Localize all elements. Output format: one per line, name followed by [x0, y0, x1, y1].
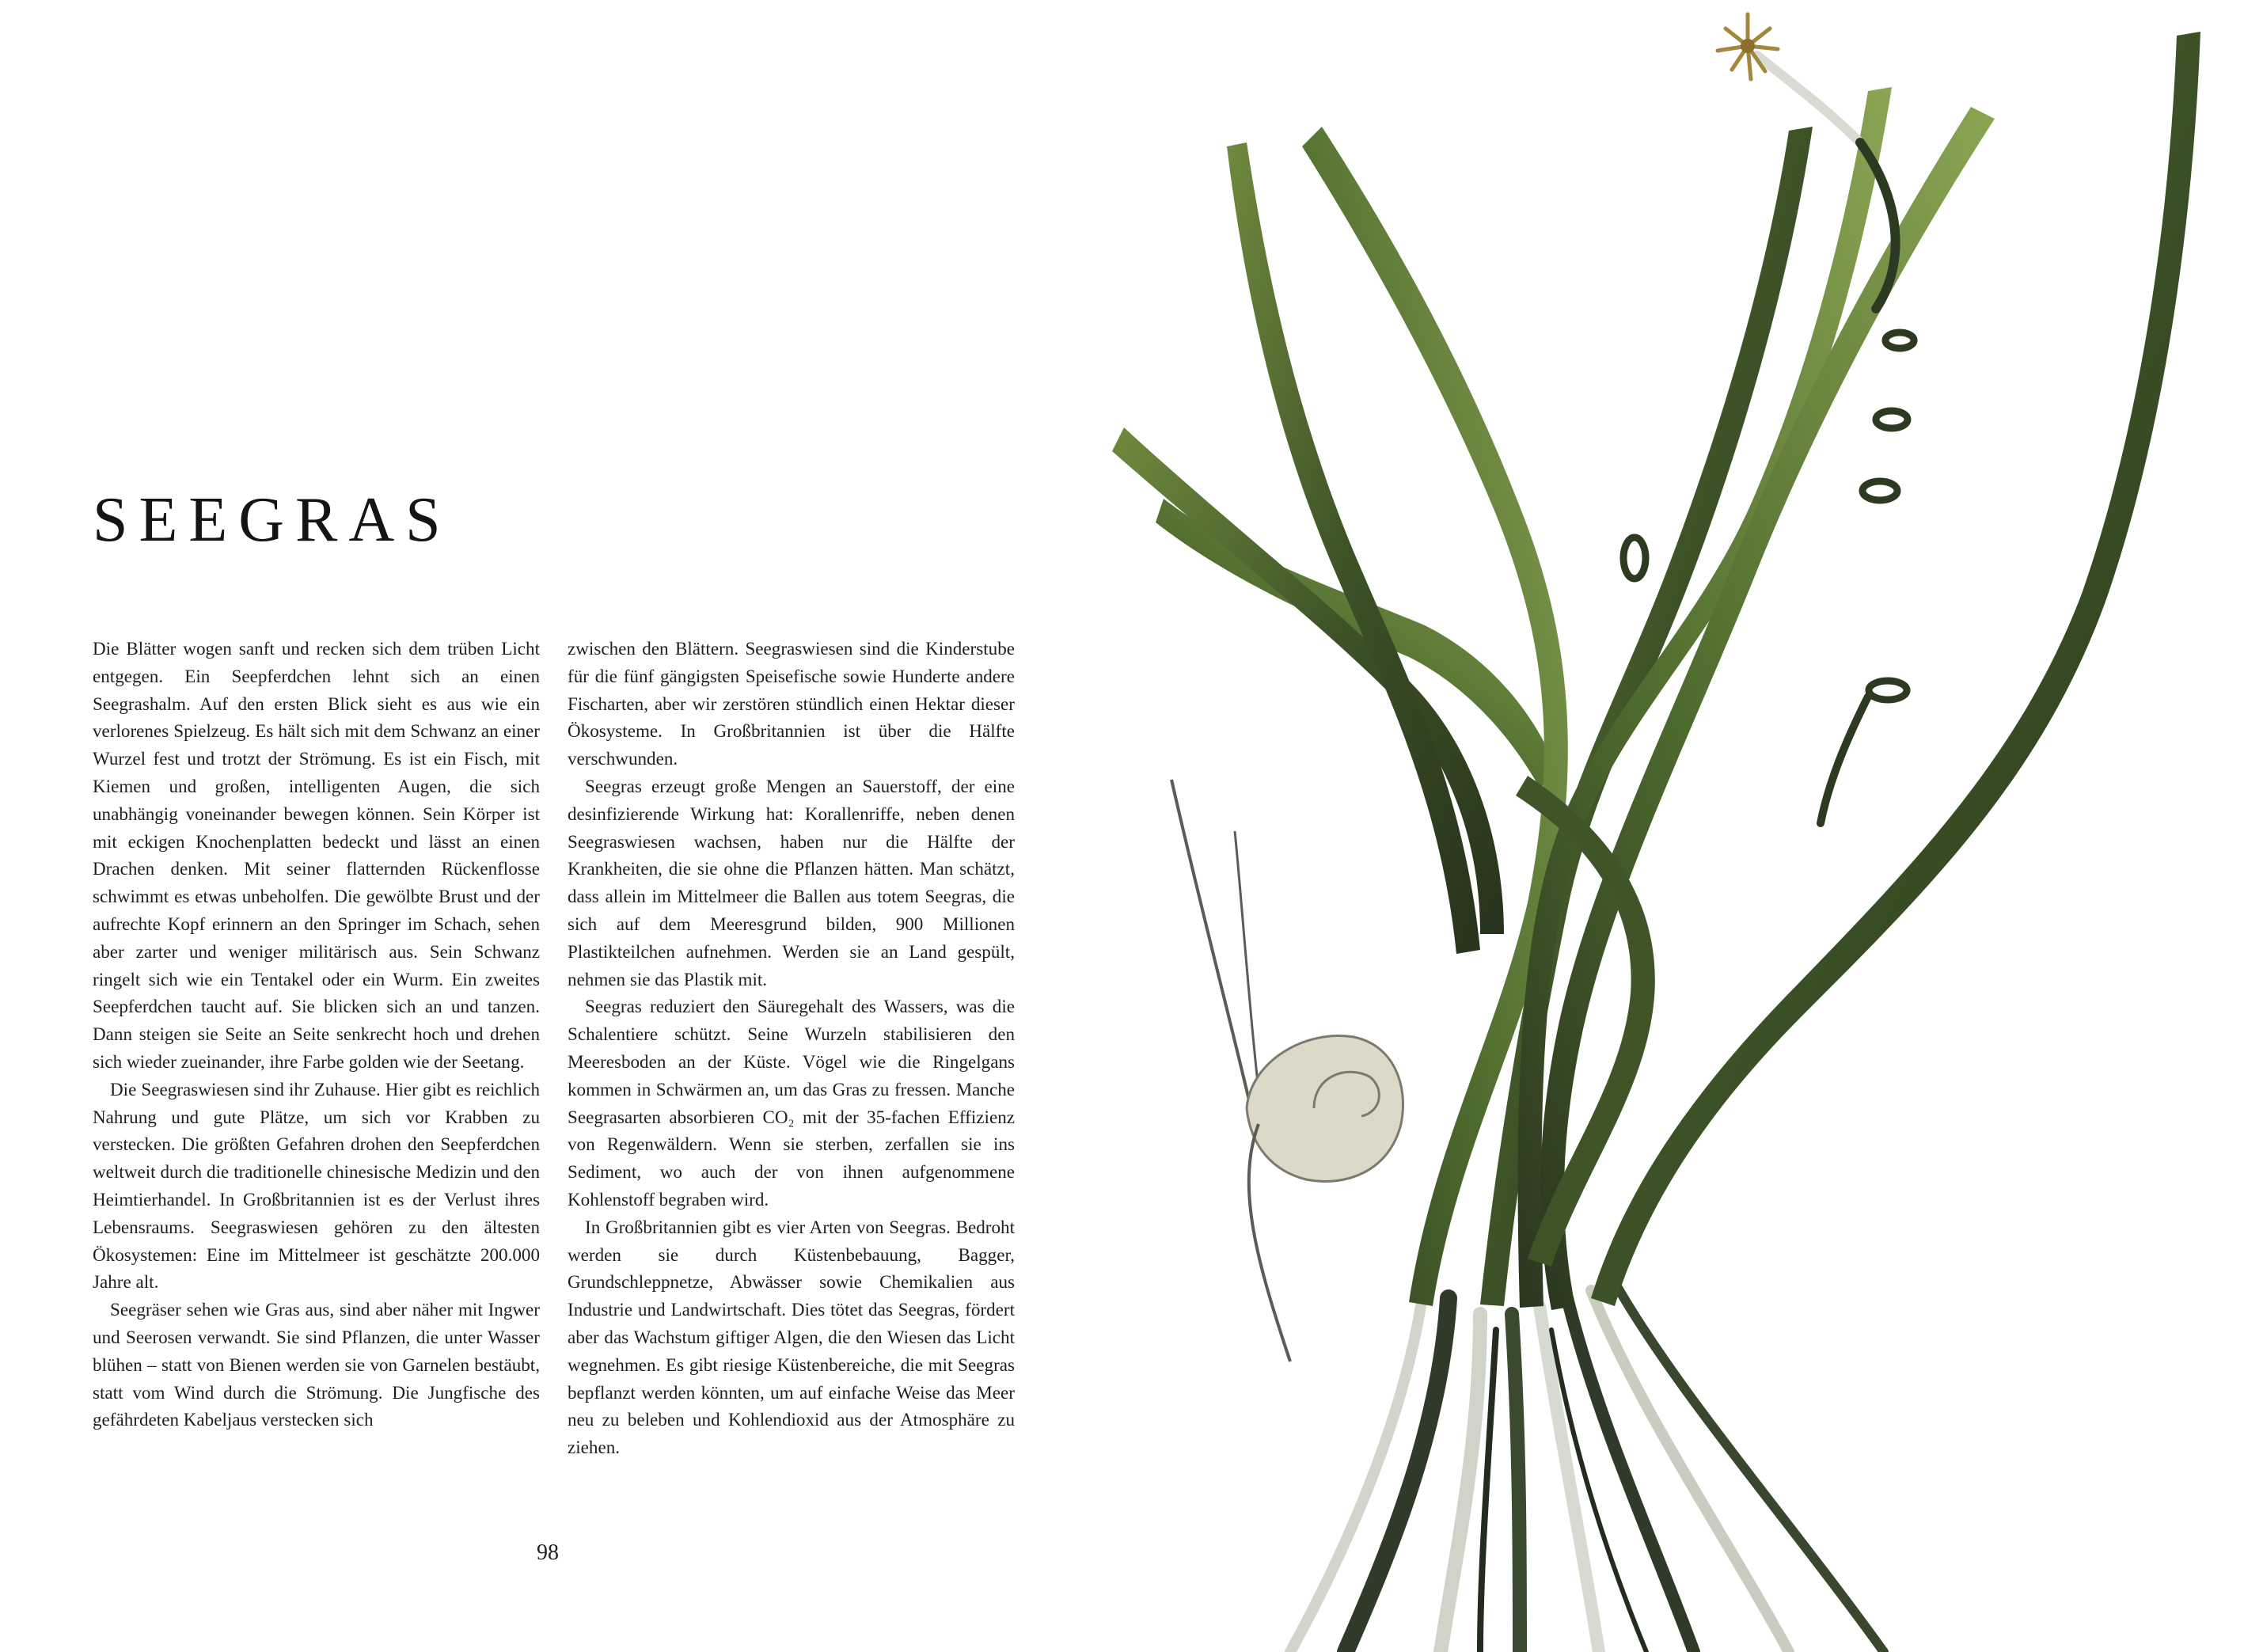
- text-column-left: [93, 635, 540, 1434]
- roots: [1290, 1282, 1884, 1652]
- seagrass-drawing: [1108, 0, 2244, 1652]
- leaf: [1227, 142, 1480, 954]
- page-number: 98: [537, 1540, 559, 1565]
- paragraph: Die Blätter wogen sanft und recken sich dem trüben Licht entgegen. Ein Seepferdchen lehnt sich an einen Seegrashalm. Auf den ersten Blick sieht es aus wie ein verlorenes Spielzeug. Es hält sich mit dem Schwanz an einer Wurzel fest und trotzt der Strömung. Es ist ein Fisch, mit Kiemen und großen, intelligenten Augen, die sich unabhängig voneinander bewegen können. Sein Körper ist mit eckigen Knochenplatten bedeckt und lässt an einen Drachen denken. Mit seiner flatternden Rückenflosse schwimmt es etwas unbeholfen. Die gewölbte Brust und der aufrechte Kopf erinnern an den Springer im Schach, sehen aber zarter und weniger militärisch aus. Sein Schwanz ringelt sich wie ein Tentakel oder ein Wurm. Ein zweites Seepferdchen taucht auf. Sie blicken sich an und tanzen. Dann steigen sie Seite an Seite senkrecht hoch und drehen sich wieder zueinander, ihre Farbe golden wie der Seetang.: [93, 638, 540, 1072]
- page-title: SEEGRAS: [93, 485, 452, 555]
- seagrass-illustration: [1108, 0, 2244, 1652]
- paragraph: Seegräser sehen wie Gras aus, sind aber näher mit Ingwer und Seerosen verwandt. Sie sind Pflanzen, die unter Wasser blühen – statt von Bienen werden sie von Garnelen bestäubt, statt vom Wind durch die Strömung. Die Jungfische des gefährdeten Kabeljaus verstecken sich: [93, 1299, 540, 1430]
- text-column-right: [568, 635, 1015, 1461]
- shell: [1247, 1035, 1403, 1181]
- shell-with-grass: [1171, 780, 1403, 1361]
- paragraph: zwischen den Blättern. Seegraswiesen sind die Kinderstube für die fünf gängigsten Speisefische sowie Hunderte andere Fischarten, aber wir zerstören stündlich einen Hektar dieser Ökosysteme. In Großbritannien ist über die Hälfte verschwunden.: [568, 638, 1015, 769]
- paragraph: Die Seegraswiesen sind ihr Zuhause. Hier gibt es reichlich Nahrung und gute Plätze, um sich vor Krabben zu verstecken. Die größten Gefahren drohen den Seepferdchen weltweit durch die traditionelle chinesische Medizin und den Heimtierhandel. In Großbritannien ist es der Verlust ihres Lebensraums. Seegraswiesen gehören zu den ältesten Ökosystemen: Eine im Mittelmeer ist geschätzte 200.000 Jahre alt.: [93, 1078, 540, 1293]
- paragraph: Seegras erzeugt große Mengen an Sauerstoff, der eine desinfizierende Wirkung hat: Korallenriffe, neben denen Seegraswiesen wachsen, haben nur die Hälfte der Krankheiten, die sie ohne die Pflanzen hätten. Man schätzt, dass allein im Mittelmeer die Ballen aus totem Seegras, die sich auf dem Meeresgrund bilden, 900 Millionen Plastikteilchen aufnehmen. Werden sie an Land gespült, nehmen sie das Plastik mit.: [568, 775, 1015, 989]
- paragraph: In Großbritannien gibt es vier Arten von Seegras. Bedroht werden sie durch Küstenbebauung, Bagger, Grundschleppnetze, Abwässer sowie Chemikalien aus Industrie und Landwirtschaft. Dies tötet das Seegras, fördert aber das Wachstum giftiger Algen, die den Wiesen das Licht wegnehmen. Es gibt riesige Küstenbereiche, die mit Seegras bepflanzt werden könnten, um auf einfache Weise das Meer neu zu beleben und Kohlendioxid aus der Atmosphäre zu ziehen.: [568, 1216, 1015, 1458]
- paragraph: Seegras reduziert den Säuregehalt des Wassers, was die Schalentiere schützt. Seine Wurzeln stabilisieren den Meeresboden an der Küste. Vögel wie die Ringelgans kommen in Schwärmen an, um das Gras zu fressen. Manche Seegrasarten absorbieren CO₂ mit der 35-fachen Effizienz von Regenwäldern. Wenn sie sterben, zerfallen sie ins Sediment, wo auch der von ihnen aufgenommene Kohlenstoff begraben wird.: [568, 996, 1015, 1210]
